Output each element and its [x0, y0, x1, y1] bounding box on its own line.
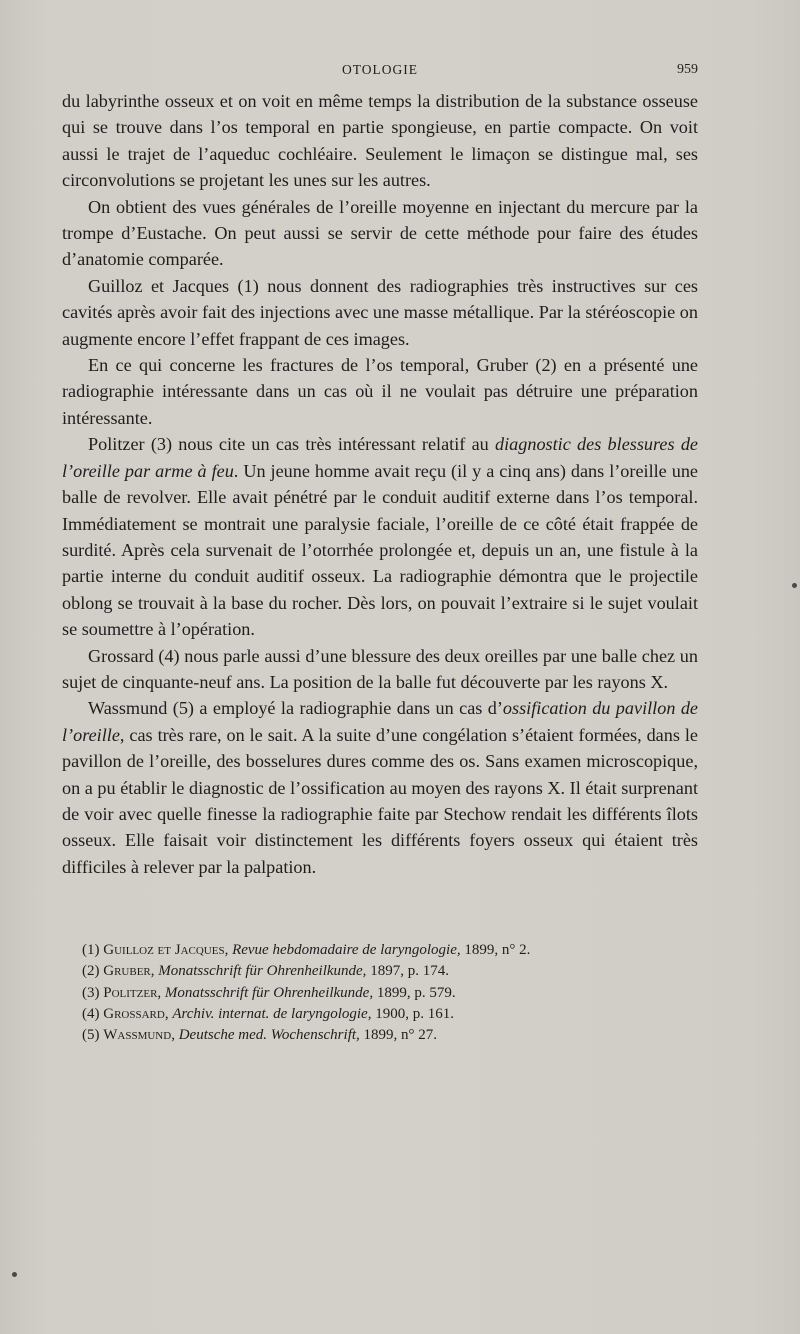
- footnote-4: [82, 1004, 682, 1025]
- footnote-number: (2): [82, 963, 100, 980]
- footnote-author: Guilloz et Jacques,: [103, 942, 229, 958]
- paragraph-7-text: Wassmund (5) a employé la radiographie dans un cas d’: [88, 698, 503, 719]
- paragraph-7-text-end: , cas très rare, on le sait. A la suite d’une congélation s’étaient formées, dans le pavillon de l’oreille, des bosselures dures comme des os. Sans examen microscopique, on a pu établir le diagnostic de l’ossification au moyen des rayons X. Il était surprenant de voir avec quelle finesse la radiographie faite par Stechow rendait les différents îlots osseux. Elle faisait voir distinctement les différents foyers osseux qui étaient très difficiles à relever par la palpation.: [62, 724, 698, 877]
- footnote-details: 1899, n° 27.: [363, 1027, 438, 1044]
- footnote-author: Politzer,: [103, 984, 162, 1001]
- body-text: [62, 88, 698, 880]
- footnote-details: 1900, p. 161.: [375, 1005, 454, 1022]
- paragraph-7: [62, 695, 698, 880]
- footnote-number: (3): [82, 984, 100, 1001]
- paper-speck: [792, 583, 797, 588]
- footnote-number: (1): [82, 942, 100, 958]
- paragraph-3: Guilloz et Jacques (1) nous donnent des radiographies très instructives sur ces cavités après avoir fait des injections avec une masse métallique. Par la stéréoscopie on augmente encore l’effet frappant de ces images.: [62, 275, 698, 349]
- paper-speck: [12, 1272, 17, 1277]
- footnote-number: (5): [82, 1027, 100, 1044]
- paragraph-5: [62, 431, 698, 642]
- footnote-details: 1899, n° 2.: [464, 942, 531, 958]
- footnote-author: Grossard,: [103, 1005, 169, 1022]
- paragraph-1: du labyrinthe osseux et on voit en même temps la distribution de la substance osseuse qui se trouve dans l’os temporal en partie spongieuse, en partie compacte. On voit aussi le trajet de l’aqueduc cochléaire. Seulement le limaçon se distingue mal, ses circonvolutions se projetant les unes sur les autres.: [62, 91, 698, 191]
- footnote-title: Deutsche med. Wochenschrift,: [178, 1027, 360, 1044]
- paragraph-5-text-end: . Un jeune homme avait reçu (il y a cinq ans) dans l’oreille une balle de revolver. Elle avait pénétré par le conduit auditif externe dans l’os temporal. Immédiatement se montrait une paralysie faciale, l’oreille de ce côté était frappée de surdité. Après cela survenait de l’otorrhée prolongée et, depuis un an, une fistule à la partie interne du conduit auditif osseux. La radiographie démontra que le projectile oblong se trouvait à la base du rocher. Dès lors, on pouvait l’extraire si le sujet voulait se soumettre à l’opération.: [62, 460, 698, 640]
- footnote-author: Gruber,: [103, 963, 155, 980]
- footnote-1: [82, 940, 682, 961]
- running-title: OTOLOGIE: [342, 62, 418, 77]
- page-header: [62, 62, 698, 84]
- footnotes: [82, 940, 682, 1046]
- footnote-title: Revue hebdomadaire de laryngologie,: [232, 942, 461, 958]
- footnote-title: Archiv. internat. de laryngologie,: [172, 1005, 372, 1022]
- footnote-title: Monatsschrift für Ohrenheilkunde,: [164, 984, 374, 1001]
- paragraph-2: On obtient des vues générales de l’oreille moyenne en injectant du mercure par la trompe d’Eustache. On peut aussi se servir de cette méthode pour faire des études d’anatomie comparée.: [62, 196, 698, 270]
- footnote-number: (4): [82, 1005, 100, 1022]
- paragraph-5-text: Politzer (3) nous cite un cas très intéressant relatif au: [88, 434, 496, 455]
- footnote-3: [82, 983, 682, 1004]
- footnote-author: Wassmund,: [103, 1027, 175, 1044]
- paragraph-7-italic: ossification du pavillon de l’oreille: [62, 698, 698, 745]
- page-number: 959: [677, 62, 698, 77]
- footnote-details: 1899, p. 579.: [376, 984, 456, 1001]
- paragraph-4: En ce qui concerne les fractures de l’os temporal, Gruber (2) en a présenté une radiographie intéressante dans un cas où il ne voulait pas détruire une préparation intéressante.: [62, 355, 698, 428]
- footnote-details: 1897, p. 174.: [370, 963, 449, 980]
- footnote-title: Monatsschrift für Ohrenheilkunde,: [158, 963, 367, 980]
- paragraph-5-italic: diagnostic des blessures de l’oreille par arme à feu: [62, 434, 699, 481]
- footnote-5: [82, 1025, 682, 1046]
- footnote-2: [82, 961, 682, 982]
- paragraph-6: Grossard (4) nous parle aussi d’une blessure des deux oreilles par une balle chez un sujet de cinquante-neuf ans. La position de la balle fut découverte par les rayons X.: [62, 645, 698, 692]
